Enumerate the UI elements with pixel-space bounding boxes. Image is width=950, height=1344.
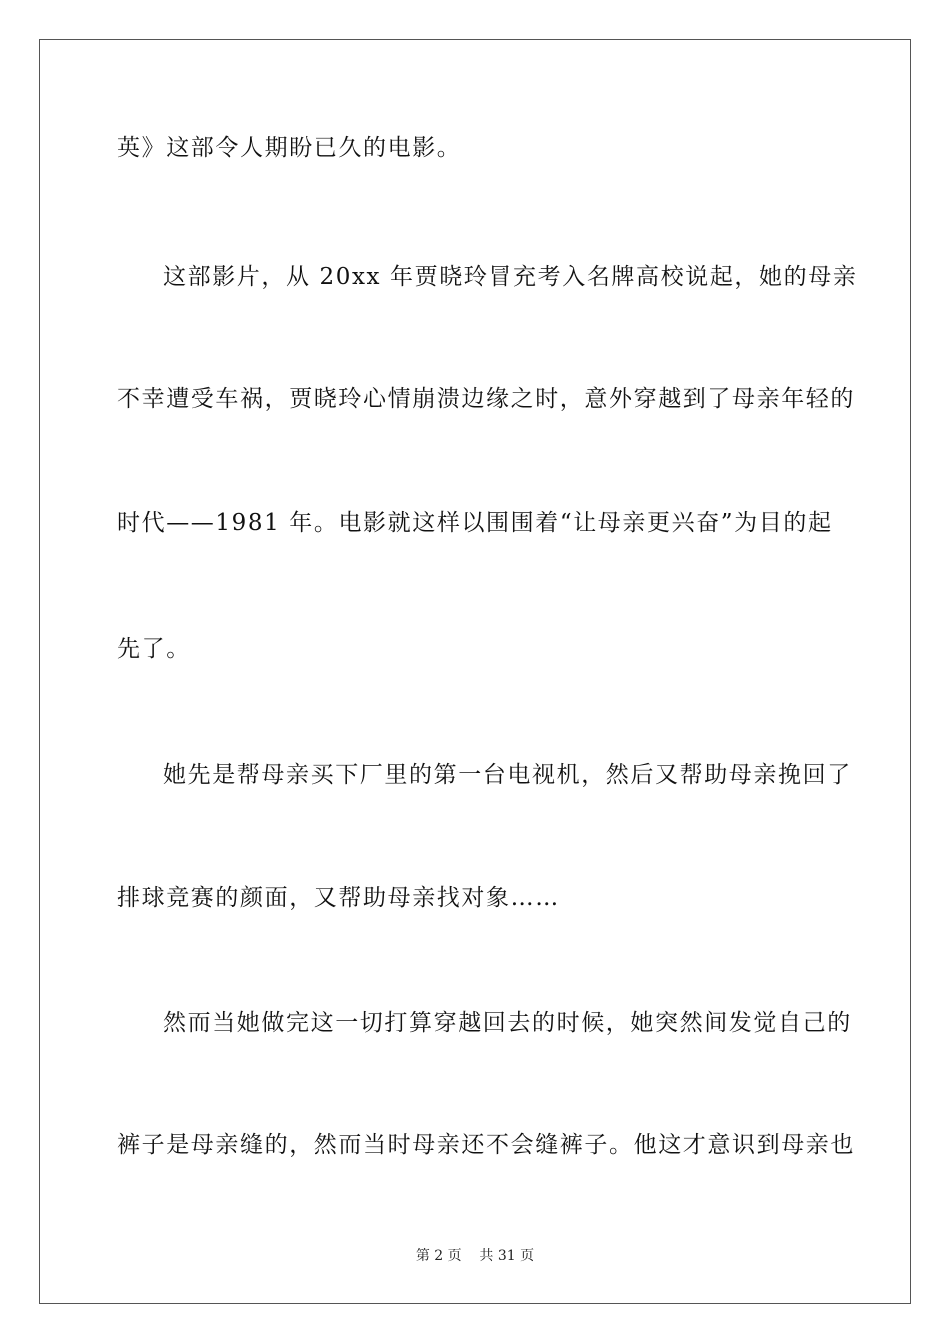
- paragraph-first-line: 然而当她做完这一切打算穿越回去的时候，她突然间发觉自己的: [163, 1010, 852, 1036]
- paragraph-first-line: 这部影片，从 20xx 年贾晓玲冒充考入名牌高校说起，她的母亲: [163, 264, 858, 290]
- body-text-line: 不幸遭受车祸，贾晓玲心情崩溃边缘之时，意外穿越到了母亲年轻的: [117, 386, 855, 412]
- body-text-line: 时代——1981 年。电影就这样以围围着“让母亲更兴奋”为目的起: [117, 510, 833, 536]
- page-number-footer: 第 2 页 共 31 页: [415, 1248, 535, 1264]
- body-text-line: 先了。: [117, 636, 191, 662]
- body-text-line: 裤子是母亲缝的，然而当时母亲还不会缝裤子。他这才意识到母亲也: [117, 1132, 855, 1158]
- paragraph-first-line: 她先是帮母亲买下厂里的第一台电视机，然后又帮助母亲挽回了: [163, 762, 852, 788]
- body-text-line: 英》这部令人期盼已久的电影。: [117, 135, 462, 161]
- body-text-line: 排球竞赛的颜面，又帮助母亲找对象……: [117, 885, 560, 911]
- page-frame: [39, 39, 911, 1304]
